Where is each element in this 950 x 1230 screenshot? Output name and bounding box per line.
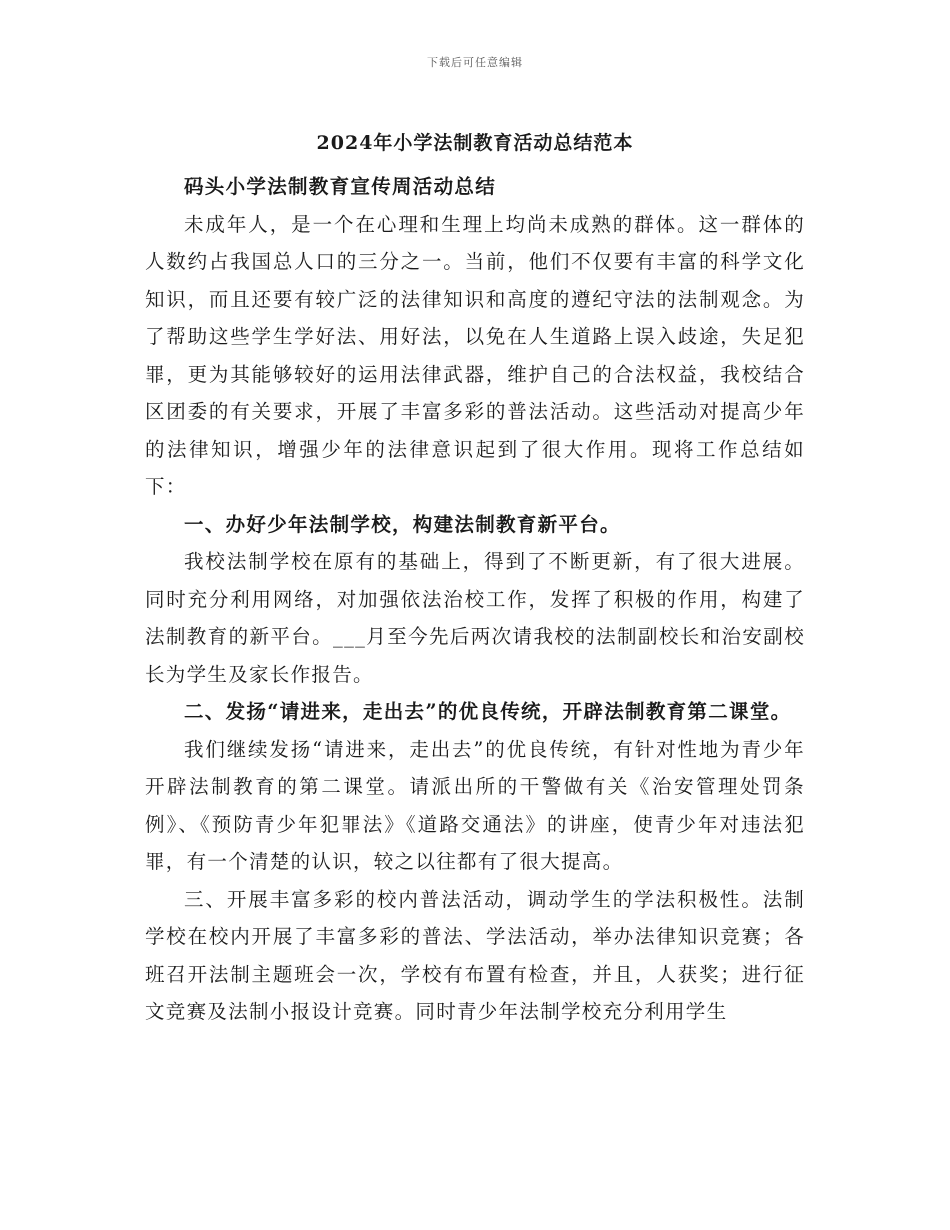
section-2-paragraph: 我们继续发扬“请进来，走出去”的优良传统，有针对性地为青少年开辟法制教育的第二课堂。请派出所的干警做有关《治安管理处罚条例》、《预防青少年犯罪法》《道路交通法》的讲座，使青少年对违法犯罪，有一个清楚的认识，较之以往都有了很大提高。 [145, 737, 805, 873]
section-1-paragraph: 我校法制学校在原有的基础上，得到了不断更新，有了很大进展。同时充分利用网络，对加强依法治校工作，发挥了积极的作用，构建了法制教育的新平台。___月至今先后两次请我校的法制副校长和治安副校长为学生及家长作报告。 [145, 550, 805, 686]
section-heading-1: 一、办好少年法制学校，构建法制教育新平台。 [184, 512, 621, 536]
section-3-paragraph: 三、开展丰富多彩的校内普法活动，调动学生的学法积极性。法制学校在校内开展了丰富多彩的普法、学法活动，举办法律知识竞赛；各班召开法制主题班会一次，学校有布置有检查，并且，人获奖；进行征文竞赛及法制小报设计竞赛。同时青少年法制学校充分利用学生 [145, 887, 805, 1023]
document-title: 2024年小学法制教育活动总结范本 [316, 132, 634, 154]
section-heading-2: 二、发扬“请进来，走出去”的优良传统，开辟法制教育第二课堂。 [184, 700, 792, 723]
intro-paragraph: 未成年人，是一个在心理和生理上均尚未成熟的群体。这一群体的人数约占我国总人口的三分之一。当前，他们不仅要有丰富的科学文化知识，而且还要有较广泛的法律知识和高度的遵纪守法的法制观念。为了帮助这些学生学好法、用好法，以免在人生道路上误入歧途，失足犯罪，更为其能够较好的运用法律武器，维护自己的合法权益，我校结合区团委的有关要求，开展了丰富多彩的普法活动。这些活动对提高少年的法律知识，增强少年的法律意识起到了很大作用。现将工作总结如下： [145, 212, 805, 498]
document-subtitle: 码头小学法制教育宣传周活动总结 [184, 175, 497, 198]
page-header-note: 下载后可任意编辑 [427, 56, 523, 69]
document-body [145, 168, 805, 1031]
